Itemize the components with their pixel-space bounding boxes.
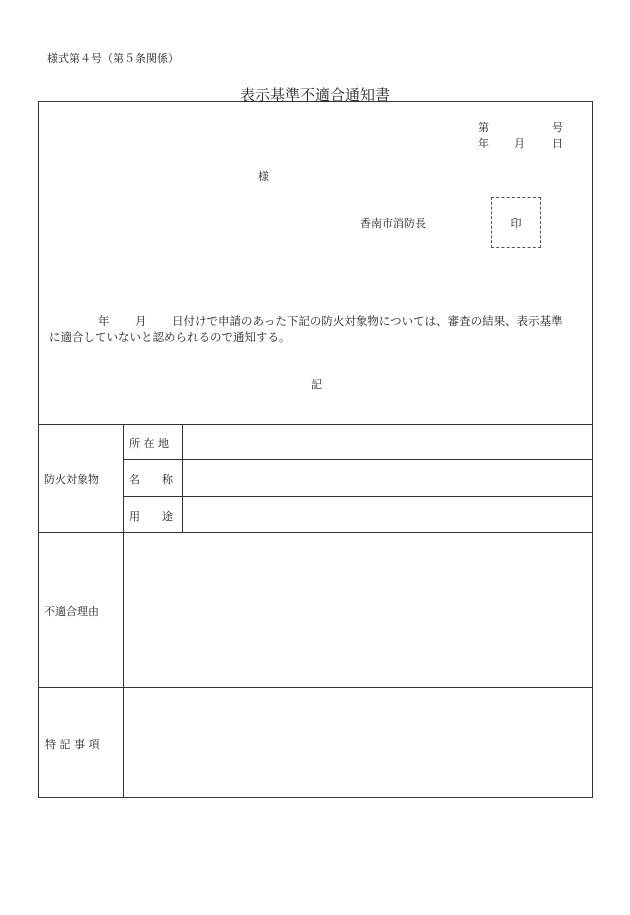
number-prefix: 第 (478, 121, 489, 134)
date-day-label: 日 (552, 137, 563, 150)
target-bottom-line (38, 532, 593, 533)
name-label: 名 称 (129, 473, 173, 486)
seal-label: 印 (510, 217, 522, 230)
date-month-label: 月 (514, 137, 525, 150)
form-number: 様式第４号（第５条関係） (47, 52, 179, 65)
location-value-field[interactable] (188, 435, 588, 451)
body-month-label: 月 (135, 314, 147, 328)
notes-value-field[interactable] (130, 694, 585, 792)
row-line-2 (123, 496, 593, 497)
name-value-field[interactable] (188, 471, 588, 487)
usage-label: 用 途 (129, 510, 173, 523)
table-top-line (38, 424, 593, 425)
usage-value-field[interactable] (188, 508, 588, 524)
reason-label: 不適合理由 (44, 605, 99, 618)
row-line-1 (123, 459, 593, 460)
seal-box (491, 197, 541, 248)
document-title: 表示基準不適合通知書 (239, 86, 390, 104)
number-suffix: 号 (552, 121, 563, 134)
sublabel-column-line (182, 424, 183, 532)
location-label: 所 在 地 (129, 437, 169, 450)
ki-label: 記 (311, 378, 322, 391)
body-line-1: 日付けで申請のあった下記の防火対象物については、審査の結果、表示基準 (172, 314, 563, 328)
addressee-suffix: 様 (258, 170, 269, 183)
notes-label: 特 記 事 項 (45, 738, 100, 751)
reason-value-field[interactable] (130, 540, 585, 680)
date-year-label: 年 (478, 137, 489, 150)
target-label: 防火対象物 (44, 473, 99, 486)
reason-bottom-line (38, 687, 593, 688)
body-year-label: 年 (98, 314, 110, 328)
body-line-2: に適合していないと認められるので通知する。 (49, 330, 291, 344)
label-column-line (123, 424, 124, 798)
issuer-name: 香南市消防長 (360, 217, 426, 230)
